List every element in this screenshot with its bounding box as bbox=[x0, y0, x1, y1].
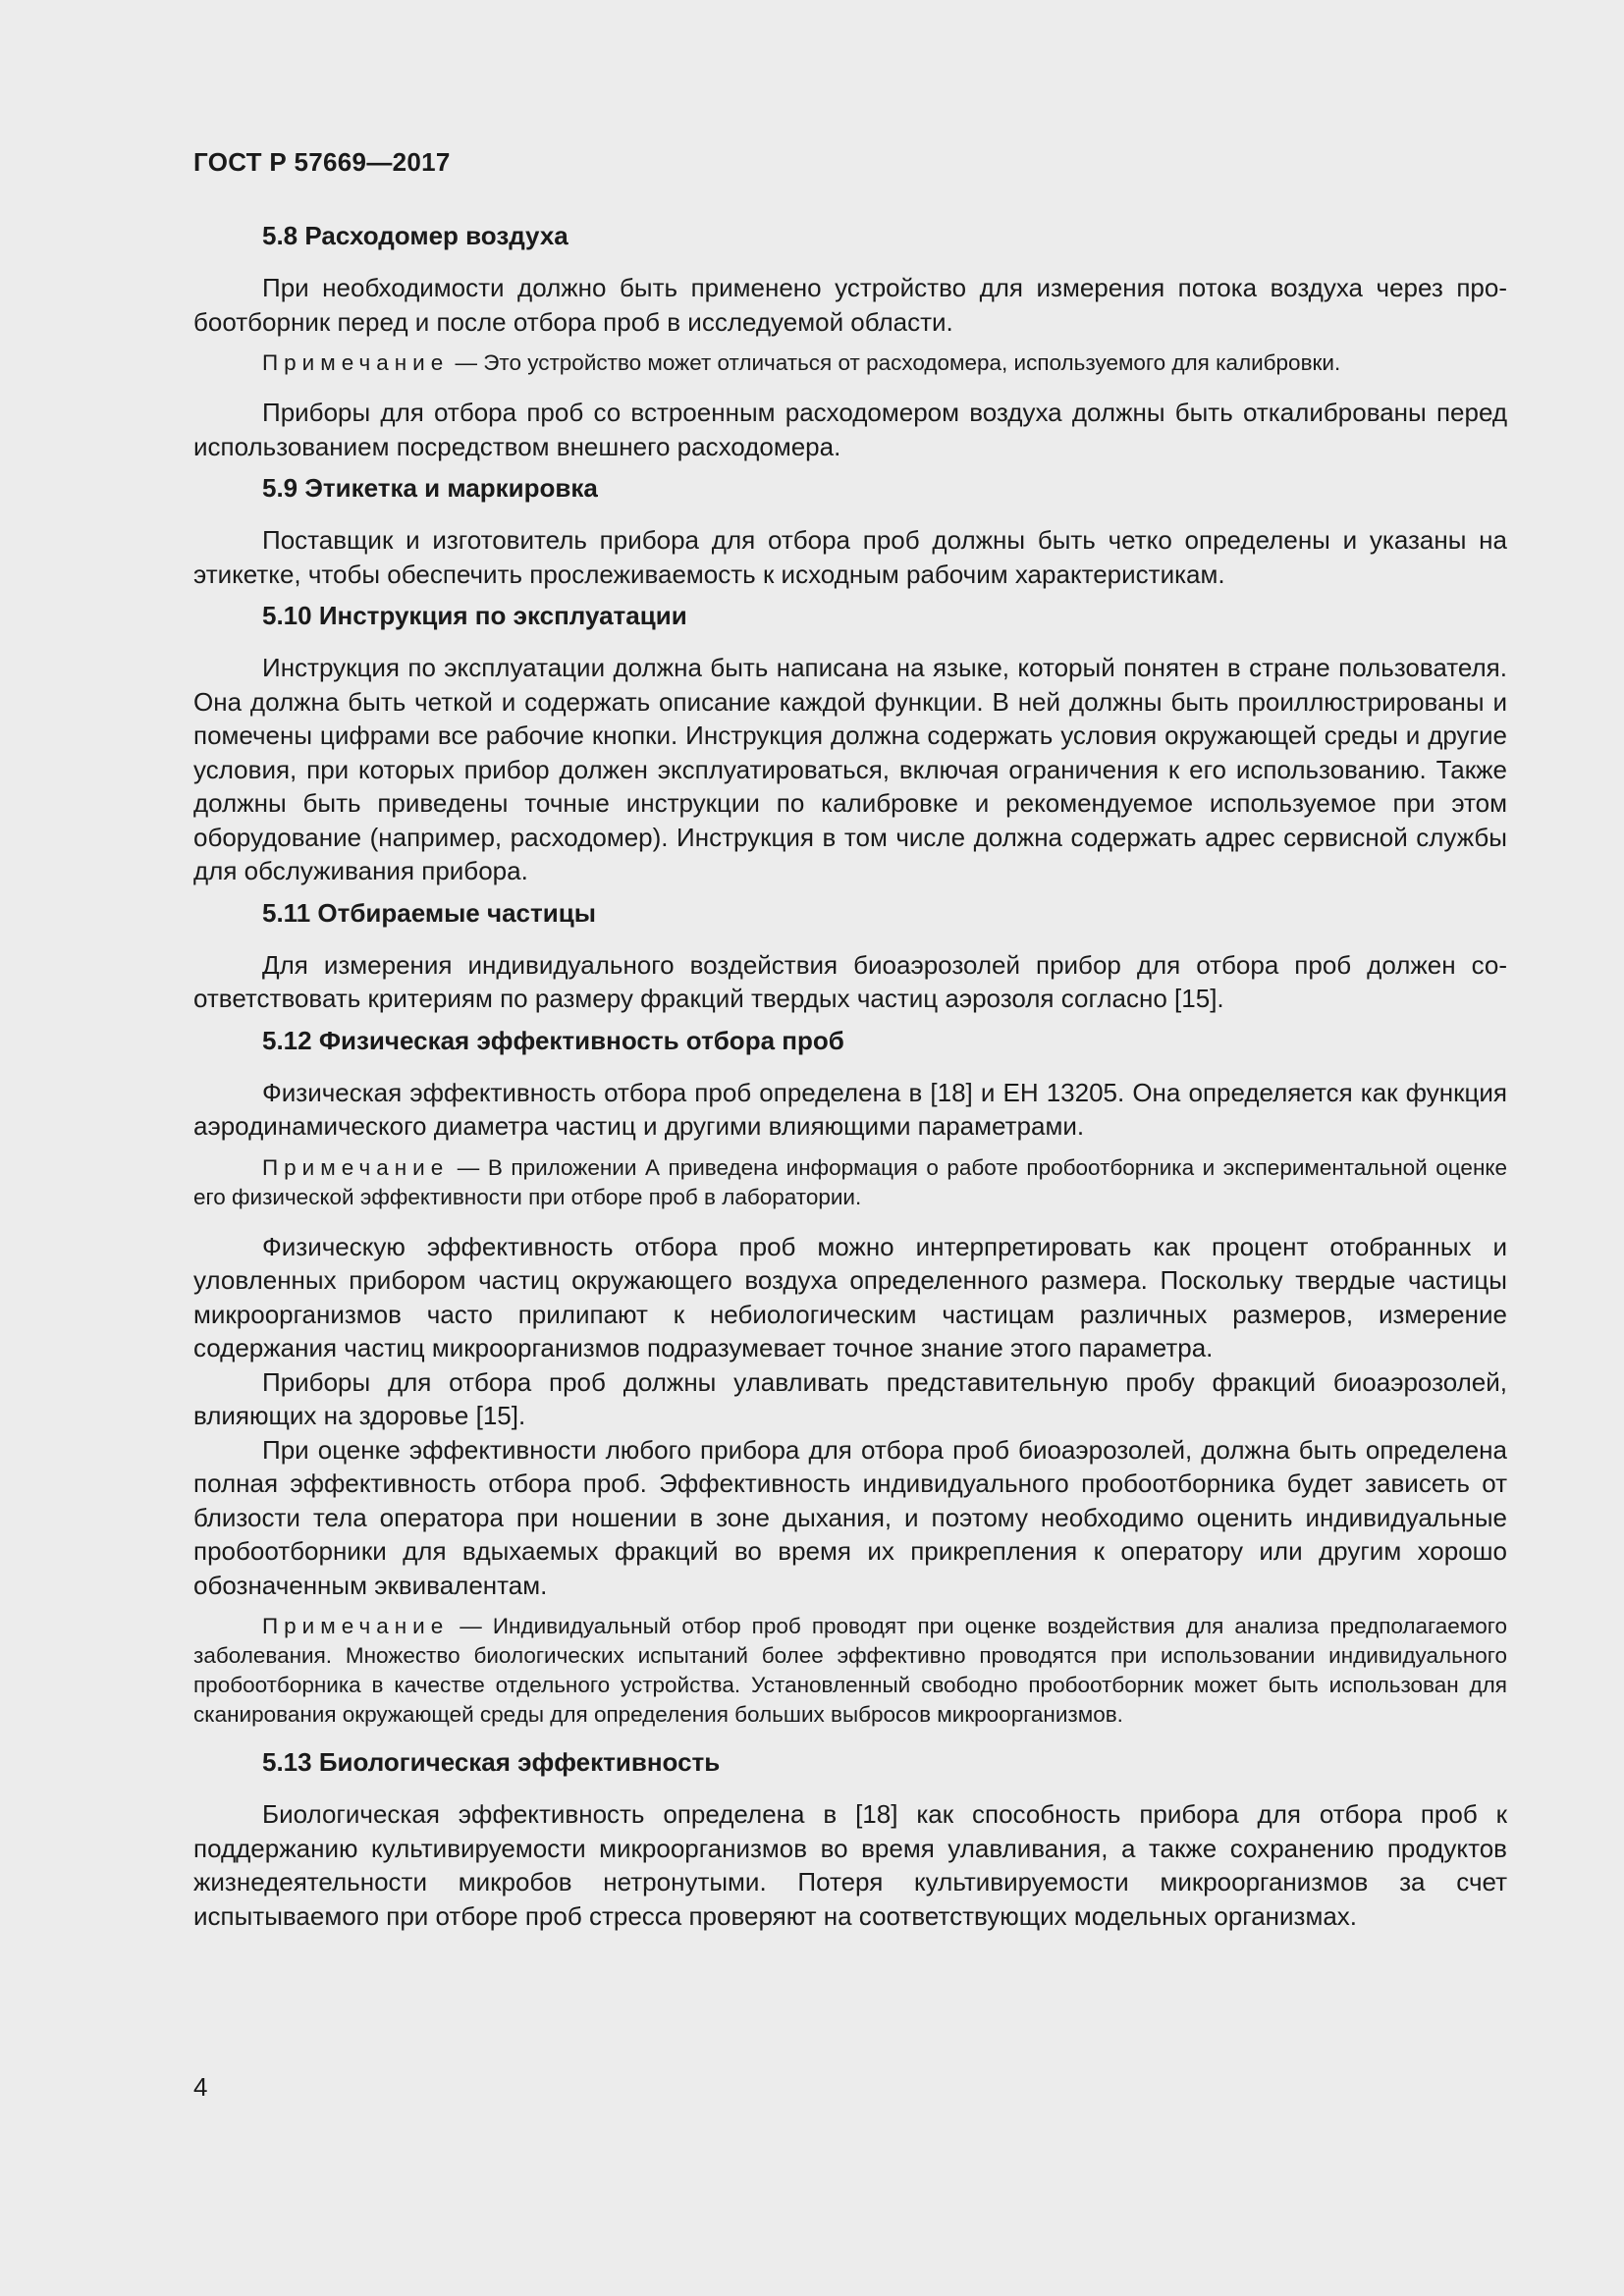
section-5-11 bbox=[193, 898, 1507, 1016]
paragraph: Для измерения индивидуального воздействия биоаэрозолей прибор для отбора проб должен соответствовать критериям по размеру фракций твердых частиц аэрозоля согласно [15]. bbox=[193, 949, 1507, 1013]
note-label: Примечание bbox=[262, 350, 450, 375]
paragraph: Приборы для отбора проб со встроенным расходомером воздуха должны быть откалиброваны перед использованием посредством внешнего расходомера. bbox=[193, 398, 1507, 461]
paragraph: При необходимости должно быть применено устройство для измерения потока воздуха через пробоотборник перед и после отбора проб в исследуемой области. bbox=[193, 273, 1507, 337]
section-title: 5.13 Биологическая эффективность bbox=[262, 1747, 721, 1777]
paragraph: Приборы для отбора проб должны улавливать представительную пробу фракций биоаэрозолей, влияющих на здоровье [15]. bbox=[193, 1366, 1507, 1430]
note-dash: — bbox=[449, 1154, 488, 1180]
paragraph: Инструкция по эксплуатации должна быть написана на языке, который понятен в стране пользователя. Она должна быть четкой и содержать описание каждой функции. В ней должны быть проиллюстрированы и помечены цифрами все рабочие кнопки. Инструкция должна содержать условия окружающей среды и другие условия, при которых прибор должен эксплуатироваться, включая ограничения к его использованию. Также должны быть приведены точные инструкции по калибровке и рекомендуемое используемое при этом оборудование (например, расходомер). Инструкция в том числе должна содержать адрес сервисной службы для обслуживания прибора. bbox=[193, 653, 1507, 885]
section-5-10 bbox=[193, 601, 1507, 888]
paragraph: Физическая эффективность отбора проб определена в [18] и ЕН 13205. Она определяется как функция аэродинамического диаметра частиц и другими влияющими параметрами. bbox=[193, 1077, 1507, 1141]
section-title: 5.9 Этикетка и маркировка bbox=[262, 473, 598, 503]
section-5-8 bbox=[193, 221, 1507, 463]
note-label: Примечание bbox=[262, 1154, 450, 1180]
note-dash: — bbox=[449, 1614, 493, 1638]
document-page bbox=[193, 147, 1507, 1943]
paragraph: Физическую эффективность отбора проб можно интерпретировать как процент отобранных и уловленных прибором частиц окружающего воздуха определенного размера. Поскольку твердые частицы микроорганизмов часто прилипают к небиологическим частицам различных размеров, измерение содержания частиц микроорганизмов подразумевает точное знание этого параметра. bbox=[193, 1231, 1507, 1362]
document-code-header: ГОСТ Р 57669—2017 bbox=[193, 147, 451, 177]
note-text: В приложении А приведена информация о работе пробоотборника и экспериментальной оценке его физической эффективности при отборе проб в лаборатории. bbox=[193, 1154, 1507, 1209]
note-text: Индивидуальный отбор проб проводят при оценке воздействия для анализа предполагаемого заболевания. Множество биологических испытаний более эффективно проводятся при использовании индивидуального пробоотборника в качестве отдельного устройства. Установленный свободно пробоотборник может быть использован для сканирования окружающей среды для определения больших выбросов микроорганизмов. bbox=[193, 1614, 1507, 1727]
note bbox=[193, 1612, 1507, 1730]
note-dash: — bbox=[449, 350, 484, 375]
section-title: 5.10 Инструкция по эксплуатации bbox=[262, 601, 687, 630]
note-text: Это устройство может отличаться от расходомера, используемого для калибровки. bbox=[483, 350, 1341, 375]
paragraph: При оценке эффективности любого прибора для отбора проб биоаэрозолей, должна быть определена полная эффективность отбора проб. Эффективность индивидуального пробоотборника будет зависеть от близости тела оператора при ношении в зоне дыхания, и поэтому необходимо оценить индивидуальные пробоотборники для вдыхаемых фракций во время их прикрепления к оператору или другим хорошо обозначенным эквивалентам. bbox=[193, 1434, 1507, 1600]
note-label: Примечание bbox=[262, 1614, 450, 1638]
paragraph: Поставщик и изготовитель прибора для отбора проб должны быть четко определены и указаны на этикетке, чтобы обеспечить прослеживаемость к исходным рабочим характеристикам. bbox=[193, 525, 1507, 589]
section-title: 5.8 Расходомер воздуха bbox=[262, 221, 568, 250]
section-5-9 bbox=[193, 473, 1507, 591]
paragraph: Биологическая эффективность определена в [18] как способность прибора для отбора проб к поддержанию культивируемости микроорганизмов во время улавливания, а также сохранению продуктов жизнедеятельности микробов нетронутыми. Потеря культивируемости микроорганизмов за счет испытываемого при отборе проб стресса проверяют на соответствующих модельных организмах. bbox=[193, 1799, 1507, 1931]
section-title: 5.12 Физическая эффективность отбора проб bbox=[262, 1025, 844, 1055]
section-5-13 bbox=[193, 1747, 1507, 1933]
section-title: 5.11 Отбираемые частицы bbox=[262, 897, 596, 928]
section-5-12 bbox=[193, 1026, 1507, 1731]
page-number: 4 bbox=[193, 2072, 208, 2102]
note bbox=[193, 348, 1507, 378]
note bbox=[193, 1153, 1507, 1212]
